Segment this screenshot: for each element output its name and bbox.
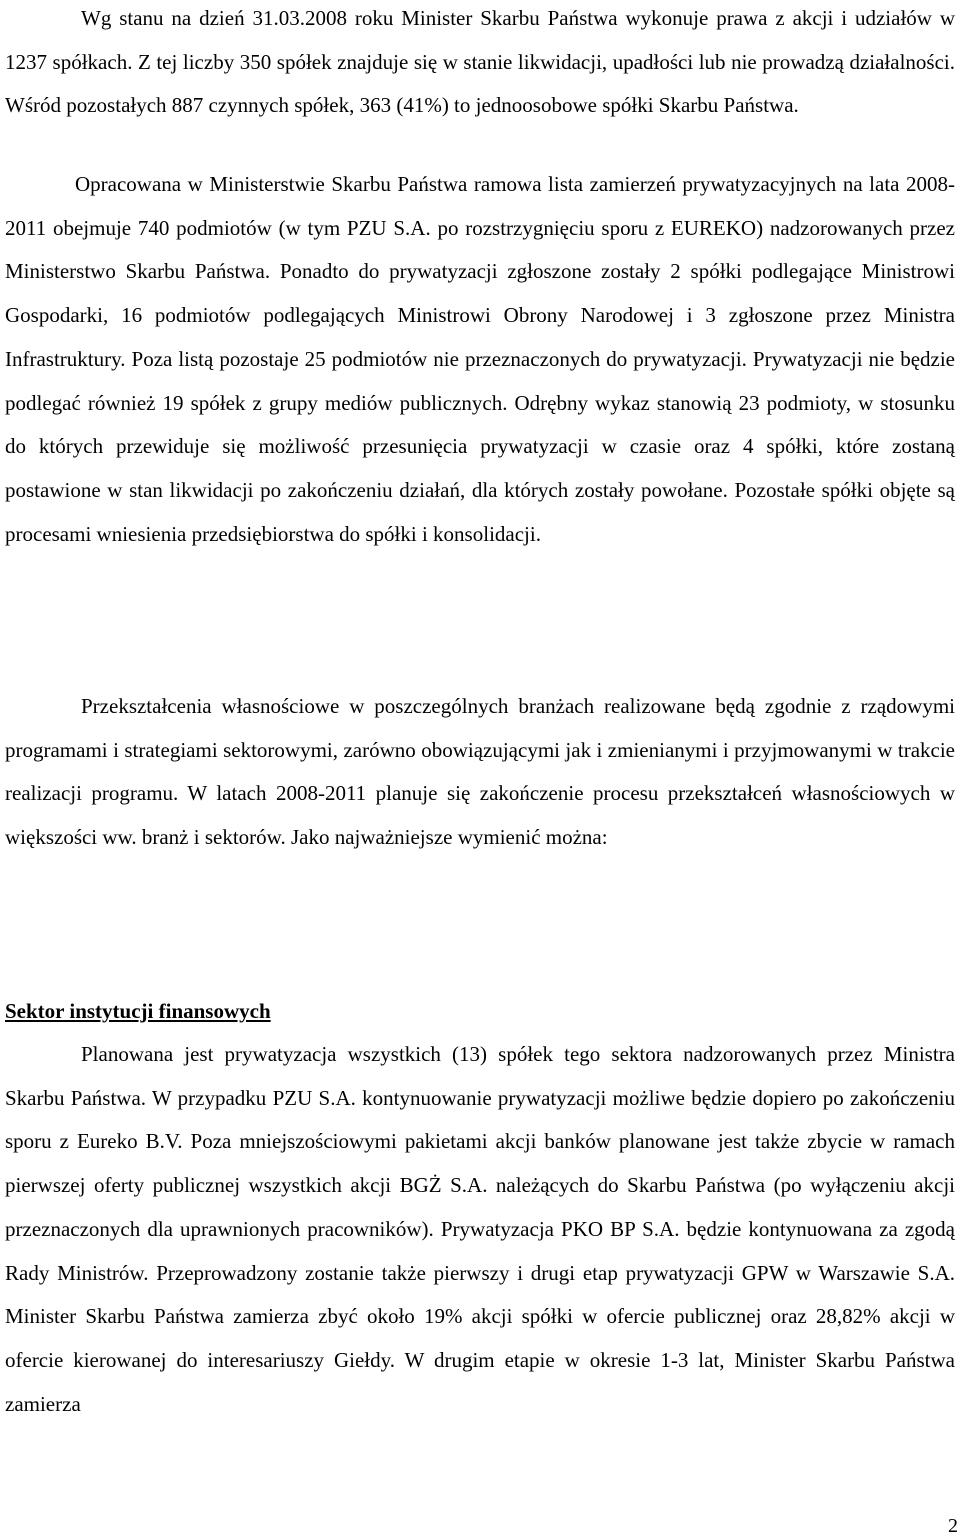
page-number: 2: [948, 1515, 958, 1537]
section-heading: Sektor instytucji finansowych: [5, 999, 271, 1023]
paragraph-ownership-status: Wg stanu na dzień 31.03.2008 roku Minister Skarbu Państwa wykonuje prawa z akcji i udziałów w 1237 spółkach. Z tej liczby 350 spółek znajduje się w stanie likwidacji, upadłości lub nie prowadzą działalności. Wśród pozostałych 887 czynnych spółek, 363 (41%) to jednoosobowe spółki Skarbu Państwa.: [5, 6, 955, 118]
paragraph-ownership-transformations: Przekształcenia własnościowe w poszczególnych branżach realizowane będą zgodnie z rządowymi programami i strategiami sektorowymi, zarówno obowiązującymi jak i zmienianymi i przyjmowanymi w trakcie realizacji programu. W latach 2008-2011 planuje się zakończenie procesu przekształceń własnościowych w większości ww. branż i sektorów. Jako najważniejsze wymienić można:: [5, 694, 955, 850]
paragraph-financial-sector: Planowana jest prywatyzacja wszystkich (13) spółek tego sektora nadzorowanych przez Ministra Skarbu Państwa. W przypadku PZU S.A. kontynuowanie prywatyzacji możliwe będzie dopiero po zakończeniu sporu z Eureko B.V. Poza mniejszościowymi pakietami akcji banków planowane jest także zbycie w ramach pierwszej oferty publicznej wszystkich akcji BGŻ S.A. należących do Skarbu Państwa (po wyłączeniu akcji przeznaczonych dla uprawnionych pracowników). Prywatyzacja PKO BP S.A. będzie kontynuowana za zgodą Rady Ministrów. Przeprowadzony zostanie także pierwszy i drugi etap prywatyzacji GPW w Warszawie S.A. Minister Skarbu Państwa zamierza zbyć około 19% akcji spółki w ofercie publicznej oraz 28,82% akcji w ofercie kierowanej do interesariuszy Giełdy. W drugim etapie w okresie 1-3 lat, Minister Skarbu Państwa zamierza: [5, 1042, 955, 1416]
paragraph-privatization-list: Opracowana w Ministerstwie Skarbu Państwa ramowa lista zamierzeń prywatyzacyjnych na lata 2008-2011 obejmuje 740 podmiotów (w tym PZU S.A. po rozstrzygnięciu sporu z EUREKO) nadzorowanych przez Ministerstwo Skarbu Państwa. Ponadto do prywatyzacji zgłoszone zostały 2 spółki podlegające Ministrowi Gospodarki, 16 podmiotów podlegających Ministrowi Obrony Narodowej i 3 zgłoszone przez Ministra Infrastruktury. Poza listą pozostaje 25 podmiotów nie przeznaczonych do prywatyzacji. Prywatyzacji nie będzie podlegać również 19 spółek z grupy mediów publicznych. Odrębny wykaz stanowią 23 podmioty, w stosunku do których przewiduje się możliwość przesunięcia prywatyzacji w czasie oraz 4 spółki, które zostaną postawione w stan likwidacji po zakończeniu działań, dla których zostały powołane. Pozostałe spółki objęte są procesami wniesienia przedsiębiorstwa do spółki i konsolidacji.: [5, 172, 955, 546]
